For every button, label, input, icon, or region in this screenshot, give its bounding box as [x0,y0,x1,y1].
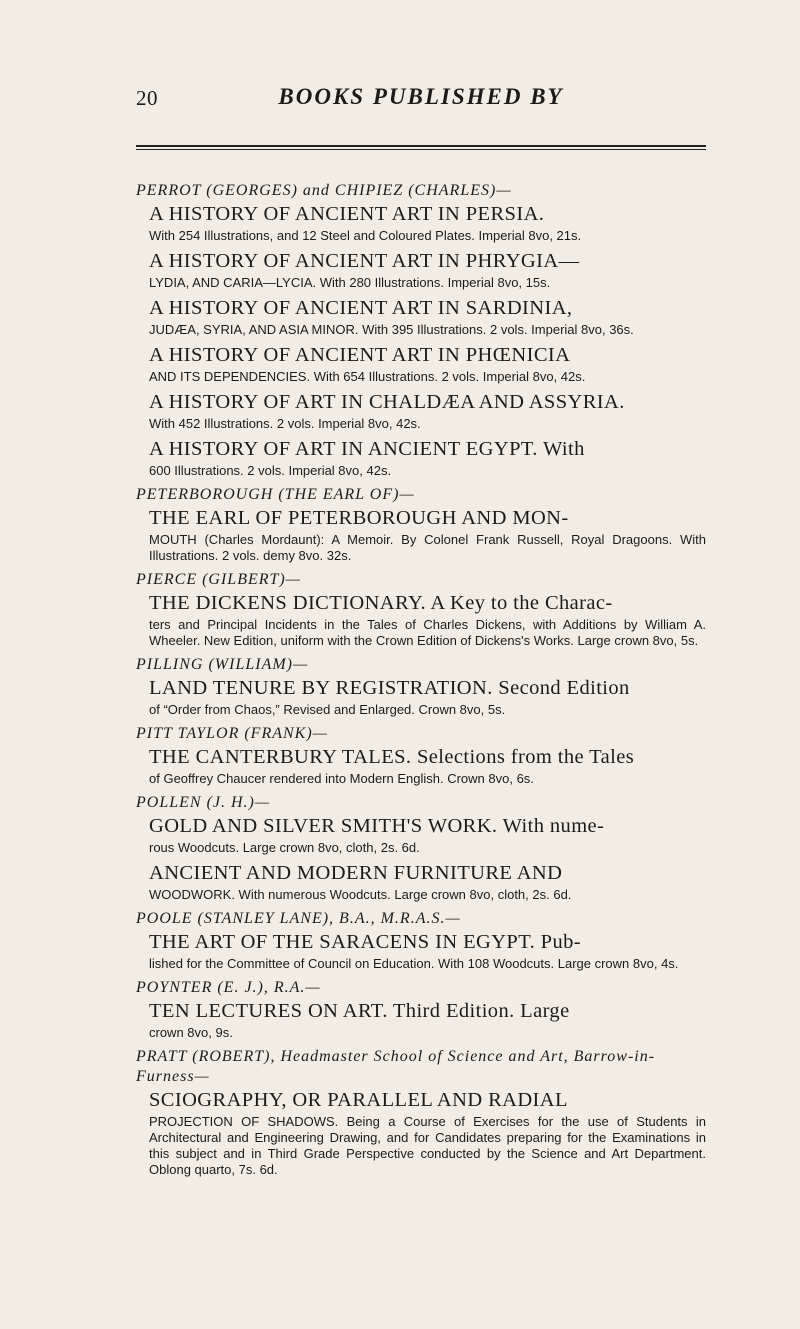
book-title: TEN LECTURES ON ART. Third Edition. Large [149,1000,570,1022]
author-group [136,655,706,718]
book-title: THE EARL OF PETERBOROUGH AND MON- [149,507,569,529]
book-title: A HISTORY OF ART IN CHALDÆA AND ASSYRIA. [149,391,625,413]
book-entry [136,677,706,718]
author-heading: PILLING (WILLIAM)— [136,656,309,673]
author-heading: PRATT (ROBERT), Headmaster School of Science and Art, Barrow-in-Furness— [136,1048,656,1085]
author-group [136,724,706,787]
book-description: lished for the Committee of Council on Education. With 108 Woodcuts. Large crown 8vo, 4s. [149,956,679,971]
author-group [136,181,706,479]
book-entry [136,438,706,479]
author-heading: POLLEN (J. H.)— [136,794,271,811]
book-description: With 254 Illustrations, and 12 Steel and Coloured Plates. Imperial 8vo, 21s. [149,228,582,243]
book-entry [136,297,706,338]
author-group [136,978,706,1041]
book-description: LYDIA, AND CARIA—LYCIA. With 280 Illustrations. Imperial 8vo, 15s. [149,275,551,290]
header-rule [136,145,706,150]
author-heading: PERROT (GEORGES) and CHIPIEZ (CHARLES)— [136,182,512,199]
book-entry [136,1089,706,1178]
author-group [136,570,706,649]
book-description: With 452 Illustrations. 2 vols. Imperial 8vo, 42s. [149,416,421,431]
book-entry [136,344,706,385]
book-entry [136,815,706,856]
author-heading: POYNTER (E. J.), R.A.— [136,979,321,996]
catalogue-listing [136,175,706,1184]
book-description: 600 Illustrations. 2 vols. Imperial 8vo, 42s. [149,463,392,478]
book-title: THE ART OF THE SARACENS IN EGYPT. Pub- [149,931,581,953]
author-heading: PITT TAYLOR (FRANK)— [136,725,328,742]
author-heading: PETERBOROUGH (THE EARL OF)— [136,486,415,503]
book-description: MOUTH (Charles Mordaunt): A Memoir. By Colonel Frank Russell, Royal Dragoons. With Illustrations. 2 vols. demy 8vo. 32s. [149,532,706,563]
author-group [136,793,706,903]
author-group [136,909,706,972]
book-description: rous Woodcuts. Large crown 8vo, cloth, 2s. 6d. [149,840,420,855]
page-number: 20 [136,86,158,110]
book-description: AND ITS DEPENDENCIES. With 654 Illustrations. 2 vols. Imperial 8vo, 42s. [149,369,586,384]
book-entry [136,203,706,244]
book-description: ters and Principal Incidents in the Tales of Charles Dickens, with Additions by William A. Wheeler. New Edition, uniform with the Crown Edition of Dickens's Works. Large crown 8vo, 5s. [149,617,706,648]
book-entry [136,931,706,972]
book-entry [136,1000,706,1041]
book-title: GOLD AND SILVER SMITH'S WORK. With nume- [149,815,605,837]
book-description: crown 8vo, 9s. [149,1025,233,1040]
book-description: of Geoffrey Chaucer rendered into Modern English. Crown 8vo, 6s. [149,771,534,786]
book-title: SCIOGRAPHY, OR PARALLEL AND RADIAL [149,1089,568,1111]
book-title: LAND TENURE BY REGISTRATION. Second Edition [149,677,630,699]
author-heading: POOLE (STANLEY LANE), B.A., M.R.A.S.— [136,910,461,927]
running-title: BOOKS PUBLISHED BY [278,84,564,109]
book-entry [136,746,706,787]
book-description: PROJECTION OF SHADOWS. Being a Course of Exercises for the use of Students in Architectural and Engineering Drawing, and for Candidates preparing for the Examinations in this subject and in Third Grade Perspective conducted by the Science and Art Department. Oblong quarto, 7s. 6d. [149,1114,706,1177]
book-title: ANCIENT AND MODERN FURNITURE AND [149,862,563,884]
book-title: A HISTORY OF ANCIENT ART IN PHŒNICIA [149,344,571,366]
book-description: WOODWORK. With numerous Woodcuts. Large crown 8vo, cloth, 2s. 6d. [149,887,572,902]
book-entry [136,592,706,649]
author-group [136,485,706,564]
book-entry [136,250,706,291]
running-head [136,86,706,126]
book-title: A HISTORY OF ANCIENT ART IN SARDINIA, [149,297,573,319]
book-entry [136,862,706,903]
book-title: THE DICKENS DICTIONARY. A Key to the Charac- [149,592,613,614]
author-group [136,1047,706,1178]
book-title: A HISTORY OF ANCIENT ART IN PERSIA. [149,203,545,225]
author-heading: PIERCE (GILBERT)— [136,571,301,588]
book-title: A HISTORY OF ANCIENT ART IN PHRYGIA— [149,250,580,272]
book-entry [136,391,706,432]
book-entry [136,507,706,564]
book-title: THE CANTERBURY TALES. Selections from the Tales [149,746,635,768]
book-description: of “Order from Chaos,” Revised and Enlarged. Crown 8vo, 5s. [149,702,506,717]
book-description: JUDÆA, SYRIA, AND ASIA MINOR. With 395 Illustrations. 2 vols. Imperial 8vo, 36s. [149,322,634,337]
book-title: A HISTORY OF ART IN ANCIENT EGYPT. With [149,438,585,460]
